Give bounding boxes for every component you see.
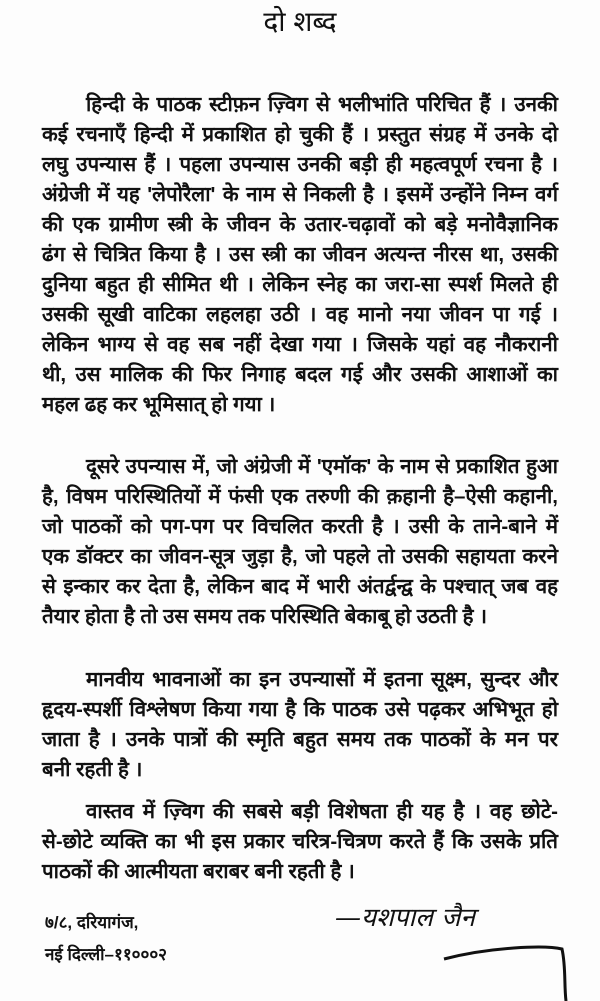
text-line: दुनिया बहुत ही सीमित थी । लेकिन स्नेह का जरा-सा स्पर्श मिलते ही [42,273,558,296]
text-line: ढंग से चित्रित किया है । उस स्त्री का जीवन अत्यन्त नीरस था, उसकी [42,243,558,266]
text-line: एक डॉक्टर का जीवन-सूत्र जुड़ा है, जो पहले तो उसकी सहायता करने [42,545,558,568]
paragraph-2 [42,452,558,632]
text-line: पाठकों की आत्मीयता बराबर बनी रहती है । [42,860,355,883]
text-line: हिन्दी के पाठक स्टीफ़न ज़्विग से भलीभांति परिचित हैं । उनकी [86,93,558,116]
paragraph-1 [42,90,558,420]
text-line: जाता है । उनके पात्रों की स्मृति बहुत समय तक पाठकों के मन पर [42,728,558,751]
text-line: कई रचनाएँ हिन्दी में प्रकाशित हो चुकी हैं । प्रस्तुत संग्रह में उनके दो [42,123,558,146]
address-line-2: नई दिल्ली–११०००२ [45,945,168,964]
text-line: तैयार होता है तो उस समय तक परिस्थिति बेकाबू हो उठती है । [42,605,487,628]
text-line: महल ढह कर भूमिसात् हो गया । [42,393,276,416]
signature-flourish [440,945,570,1001]
text-line: थी, उस मालिक की फिर निगाह बदल गई और उसकी आशाओं का [42,363,558,386]
text-line: से इन्कार कर देता है, लेकिन बाद में भारी अंतर्द्वन्द्व के पश्चात् जब वह [42,575,558,598]
text-line: की एक ग्रामीण स्त्री के जीवन के उतार-चढ़ावों को बड़े मनोवैज्ञानिक [42,213,558,236]
text-line: हृदय-स्पर्शी विश्लेषण किया गया है कि पाठक उसे पढ़कर अभिभूत हो [42,698,558,721]
page-title: दो शब्द [263,6,337,37]
paragraph-3 [42,665,558,785]
text-line: अंग्रेजी में यह 'लेपोरैला' के नाम से निकली है । इसमें उन्होंने निम्न वर्ग [42,183,558,206]
text-line: मानवीय भावनाओं का इन उपन्यासों में इतना सूक्ष्म, सुन्दर और [86,668,558,691]
text-line: उसकी सूखी वाटिका लहलहा उठी । वह मानो नया जीवन पा गई । [42,303,558,326]
text-line: जो पाठकों को पग-पग पर विचलित करती है । उसी के ताने-बाने में [42,515,558,538]
text-line: दूसरे उपन्यास में, जो अंग्रेजी में 'एमॉक' के नाम से प्रकाशित हुआ [86,455,558,478]
address-line-1: ७/८, दरियागंज, [45,913,139,932]
text-line: वास्तव में ज़्विग की सबसे बड़ी विशेषता ही यह है । वह छोटे- [86,800,558,823]
text-line: लेकिन भाग्य से वह सब नहीं देखा गया । जिसके यहां वह नौकरानी [42,333,558,356]
signature: —यशपाल जैन [335,903,475,933]
text-line: लघु उपन्यास हैं । पहला उपन्यास उनकी बड़ी ही महत्वपूर्ण रचना है । [42,153,558,176]
text-line: से-छोटे व्यक्ति का भी इस प्रकार चरित्र-चित्रण करते हैं कि उसके प्रति [42,830,558,853]
paragraph-4 [42,797,558,887]
text-line: है, विषम परिस्थितियों में फंसी एक तरुणी की क़हानी है–ऐसी कहानी, [42,485,558,508]
text-line: बनी रहती है । [42,758,143,781]
